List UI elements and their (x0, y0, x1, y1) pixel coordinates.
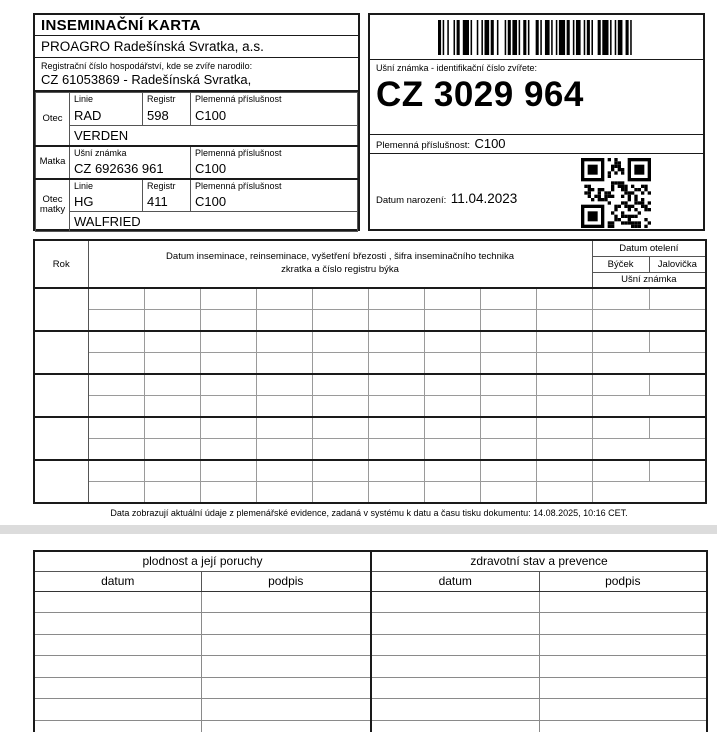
insemination-cell (536, 396, 592, 418)
year-cell (34, 460, 88, 503)
pedigree-table (35, 92, 358, 232)
care-row (34, 656, 707, 678)
insemination-cell (88, 417, 144, 439)
insemination-cell (368, 310, 424, 332)
care-row (34, 634, 707, 656)
datum-cell (34, 677, 201, 699)
calf-ear-tag-cell (592, 353, 706, 375)
insemination-cell (200, 288, 256, 310)
insemination-cell (480, 288, 536, 310)
insemination-cell (88, 396, 144, 418)
podpis-cell (539, 613, 707, 635)
dam-sire-name: WALFRIED (70, 212, 358, 232)
insemination-cell (312, 460, 368, 482)
insemination-cell (200, 331, 256, 353)
company-name: PROAGRO Radešínská Svratka, a.s. (35, 36, 358, 58)
insemination-cell (480, 482, 536, 504)
insemination-cell (424, 353, 480, 375)
insemination-cell (312, 331, 368, 353)
podpis-cell (539, 699, 707, 721)
datum-cell (371, 591, 539, 613)
insemination-cell (536, 482, 592, 504)
care-section-header-row (34, 551, 707, 571)
podpis-cell (201, 677, 371, 699)
description-line-1: Datum inseminace, reinseminace, vyšetření březosti , šifra inseminačního technika (166, 251, 515, 263)
insemination-cell (424, 288, 480, 310)
year-block-row (34, 374, 706, 396)
insemination-cell (256, 331, 312, 353)
column-header-linie: Linie (70, 179, 143, 192)
insemination-cell (424, 460, 480, 482)
calf-ear-tag-cell (592, 482, 706, 504)
column-header-calving-date: Datum otelení (592, 240, 706, 256)
insemination-cell (536, 460, 592, 482)
column-header-podpis: podpis (539, 571, 707, 591)
column-header-datum: datum (371, 571, 539, 591)
column-header-ear-tag: Ušní známka (592, 272, 706, 288)
insemination-cell (144, 288, 200, 310)
dam-ear-tag: CZ 692636 961 (70, 159, 191, 179)
insemination-cell (312, 482, 368, 504)
insemination-cell (144, 417, 200, 439)
podpis-cell (539, 634, 707, 656)
insemination-cell (144, 353, 200, 375)
podpis-cell (201, 720, 371, 732)
insemination-cell (256, 439, 312, 461)
insemination-cell (256, 288, 312, 310)
bull-calf-cell (592, 288, 649, 310)
heifer-calf-cell (649, 331, 706, 353)
sire-name: VERDEN (70, 126, 358, 146)
section-header-fertility: plodnost a její poruchy (34, 551, 371, 571)
insemination-cell (88, 482, 144, 504)
breed-block (370, 135, 703, 154)
year-block-row (34, 460, 706, 482)
section-header-health: zdravotní stav a prevence (371, 551, 707, 571)
year-block-row (34, 417, 706, 439)
datum-cell (34, 613, 201, 635)
dam-header-row (36, 146, 358, 159)
registration-block (35, 58, 358, 92)
sire-breed: C100 (191, 106, 358, 126)
year-block-row (34, 353, 706, 375)
insemination-cell (536, 439, 592, 461)
datum-cell (371, 613, 539, 635)
insemination-cell (256, 353, 312, 375)
datum-cell (34, 634, 201, 656)
column-header-description (88, 240, 592, 288)
insemination-cell (480, 417, 536, 439)
registration-value: CZ 61053869 - Radešínská Svratka, (41, 72, 252, 87)
insemination-cell (368, 374, 424, 396)
datum-cell (371, 656, 539, 678)
podpis-cell (201, 634, 371, 656)
podpis-cell (539, 656, 707, 678)
calf-ear-tag-cell (592, 396, 706, 418)
insemination-cell (424, 310, 480, 332)
insemination-cell (536, 353, 592, 375)
insemination-cell (144, 482, 200, 504)
bull-calf-cell (592, 331, 649, 353)
insemination-cell (480, 353, 536, 375)
farm-info-panel (33, 13, 360, 231)
insemination-cell (424, 439, 480, 461)
care-row (34, 677, 707, 699)
dam-sire-linie: HG (70, 192, 143, 212)
dam-sire-label: Otec matky (36, 179, 70, 232)
insemination-cell (480, 310, 536, 332)
insemination-cell (200, 374, 256, 396)
datum-cell (34, 591, 201, 613)
insemination-cell (480, 331, 536, 353)
datum-cell (34, 720, 201, 732)
care-table-wrap (33, 550, 706, 732)
column-header-bull-calf: Býček (592, 256, 649, 272)
barcode (370, 15, 703, 60)
insemination-cell (368, 439, 424, 461)
ear-tag-number: CZ 3029 964 (376, 75, 584, 114)
insemination-cell (536, 417, 592, 439)
datum-cell (371, 720, 539, 732)
insemination-cell (200, 310, 256, 332)
bull-calf-cell (592, 374, 649, 396)
dam-sire-breed: C100 (191, 192, 358, 212)
insemination-cell (368, 482, 424, 504)
care-table (33, 550, 708, 732)
insemination-cell (144, 374, 200, 396)
sire-linie: RAD (70, 106, 143, 126)
ear-tag-label: Ušní známka - identifikační číslo zvířete: (376, 63, 538, 73)
sire-data-row (36, 106, 358, 126)
sire-label: Otec (36, 93, 70, 146)
datum-cell (371, 699, 539, 721)
insemination-cell (144, 396, 200, 418)
datum-cell (34, 699, 201, 721)
dam-sire-registr: 411 (143, 192, 191, 212)
insemination-cell (256, 460, 312, 482)
insemination-cell (144, 310, 200, 332)
insemination-cell (368, 460, 424, 482)
year-block-row (34, 439, 706, 461)
datum-cell (34, 656, 201, 678)
podpis-cell (201, 699, 371, 721)
insemination-cell (312, 288, 368, 310)
year-block-row (34, 288, 706, 310)
bull-calf-cell (592, 417, 649, 439)
page-separator (0, 525, 717, 534)
insemination-cell (200, 417, 256, 439)
ear-tag-block (370, 60, 703, 135)
insemination-cell (536, 288, 592, 310)
birth-date-value: 11.04.2023 (450, 191, 518, 206)
dam-sire-header-row (36, 179, 358, 192)
insemination-cell (312, 310, 368, 332)
insemination-table-wrap (33, 239, 705, 504)
insemination-cell (424, 482, 480, 504)
insemination-cell (256, 374, 312, 396)
insemination-cell (144, 460, 200, 482)
podpis-cell (539, 591, 707, 613)
insemination-cell (256, 310, 312, 332)
year-cell (34, 331, 88, 374)
birth-date-label: Datum narození: (376, 195, 447, 206)
year-cell (34, 288, 88, 331)
podpis-cell (539, 677, 707, 699)
column-header-rok: Rok (34, 240, 88, 288)
podpis-cell (201, 613, 371, 635)
column-header-linie: Linie (70, 93, 143, 106)
insemination-cell (480, 439, 536, 461)
care-row (34, 591, 707, 613)
insemination-cell (88, 331, 144, 353)
insemination-cell (256, 417, 312, 439)
data-source-note: Data zobrazují aktuální údaje z plemenářské evidence, zadaná v systému k datu a času tisku dokumentu: 14.08.2025, 10:16 CET. (110, 508, 628, 518)
insemination-cell (88, 374, 144, 396)
insemination-cell (480, 460, 536, 482)
insemination-cell (480, 374, 536, 396)
insemination-cell (368, 396, 424, 418)
dam-breed: C100 (191, 159, 358, 179)
pedigree-header-row (36, 93, 358, 106)
insemination-cell (144, 439, 200, 461)
insemination-cell (312, 439, 368, 461)
calf-ear-tag-cell (592, 310, 706, 332)
column-header-plemenna: Plemenná příslušnost (191, 146, 358, 159)
care-row (34, 720, 707, 732)
heifer-calf-cell (649, 374, 706, 396)
column-header-plemenna: Plemenná příslušnost (191, 179, 358, 192)
insemination-cell (88, 460, 144, 482)
insemination-cell (88, 353, 144, 375)
calf-ear-tag-cell (592, 439, 706, 461)
insemination-cell (536, 310, 592, 332)
column-header-ear-tag: Ušní známka (70, 146, 191, 159)
insemination-cell (368, 288, 424, 310)
year-cell (34, 417, 88, 460)
podpis-cell (539, 720, 707, 732)
dam-sire-data-row (36, 192, 358, 212)
registration-label: Registrační číslo hospodářství, kde se zvíře narodilo: (41, 61, 253, 71)
year-block-row (34, 396, 706, 418)
insemination-cell (312, 396, 368, 418)
dam-sire-name-row (36, 212, 358, 232)
insemination-cell (536, 374, 592, 396)
care-column-header-row (34, 571, 707, 591)
column-header-podpis: podpis (201, 571, 371, 591)
year-cell (34, 374, 88, 417)
insemination-cell (88, 288, 144, 310)
insemination-cell (144, 331, 200, 353)
insemination-cell (88, 310, 144, 332)
description-line-2: zkratka a číslo registru býka (281, 264, 399, 275)
insemination-header-row-1 (34, 240, 706, 256)
bull-calf-cell (592, 460, 649, 482)
datum-cell (371, 677, 539, 699)
column-header-datum: datum (34, 571, 201, 591)
insemination-cell (536, 331, 592, 353)
podpis-cell (201, 656, 371, 678)
year-block-row (34, 482, 706, 504)
insemination-cell (424, 396, 480, 418)
qr-code (581, 158, 651, 228)
column-header-registr: Registr (143, 93, 191, 106)
column-header-plemenna: Plemenná příslušnost (191, 93, 358, 106)
document-title: INSEMINAČNÍ KARTA (35, 15, 358, 36)
sire-registr: 598 (143, 106, 191, 126)
insemination-cell (200, 396, 256, 418)
insemination-cell (200, 439, 256, 461)
insemination-cell (200, 353, 256, 375)
insemination-cell (312, 374, 368, 396)
insemination-cell (368, 417, 424, 439)
insemination-cell (312, 417, 368, 439)
breed-label: Plemenná příslušnost: (376, 140, 470, 151)
dam-label: Matka (36, 146, 70, 179)
year-block-row (34, 310, 706, 332)
podpis-cell (201, 591, 371, 613)
insemination-cell (88, 439, 144, 461)
insemination-cell (424, 374, 480, 396)
insemination-cell (368, 353, 424, 375)
heifer-calf-cell (649, 288, 706, 310)
heifer-calf-cell (649, 460, 706, 482)
insemination-cell (480, 396, 536, 418)
insemination-cell (368, 331, 424, 353)
insemination-cell (424, 331, 480, 353)
dam-data-row (36, 159, 358, 179)
column-header-heifer-calf: Jalovička (649, 256, 706, 272)
insemination-table (33, 239, 707, 504)
care-row (34, 613, 707, 635)
insemination-cell (256, 396, 312, 418)
sire-name-row (36, 126, 358, 146)
insemination-cell (312, 353, 368, 375)
breed-value: C100 (474, 136, 506, 151)
datum-cell (371, 634, 539, 656)
birth-block (370, 154, 703, 229)
insemination-cell (424, 417, 480, 439)
animal-id-panel (368, 13, 705, 231)
care-row (34, 699, 707, 721)
year-block-row (34, 331, 706, 353)
insemination-cell (256, 482, 312, 504)
insemination-cell (200, 482, 256, 504)
heifer-calf-cell (649, 417, 706, 439)
insemination-cell (200, 460, 256, 482)
column-header-registr: Registr (143, 179, 191, 192)
